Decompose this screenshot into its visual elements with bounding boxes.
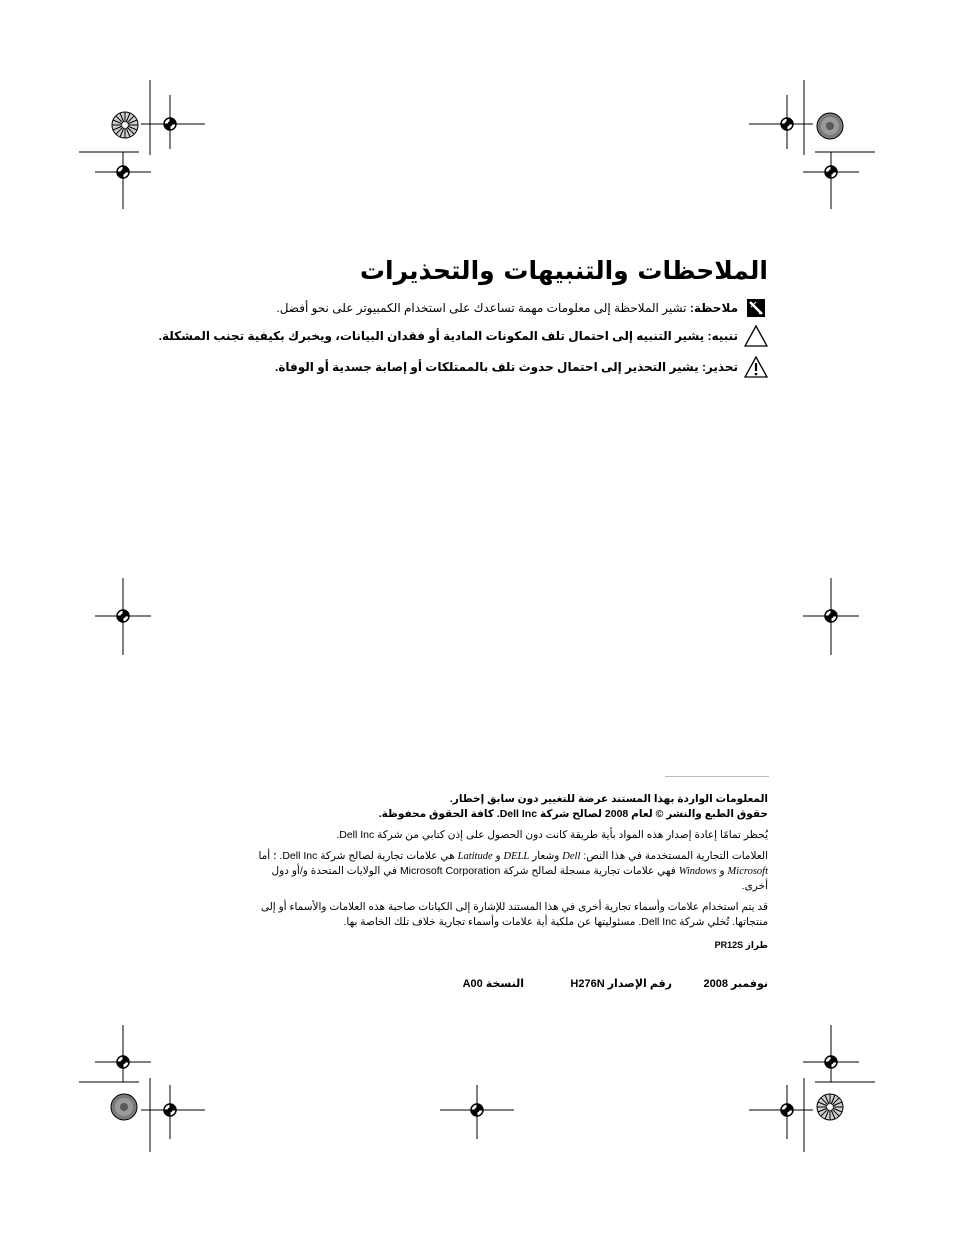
caution-triangle-icon xyxy=(744,324,768,348)
revision-number: النسخة A00 xyxy=(462,978,524,990)
legal-divider xyxy=(665,776,769,777)
note-notice xyxy=(228,296,768,320)
info-change-notice: المعلومات الواردة بهذا المستند عرضة للتغيير دون سابق إخطار. xyxy=(449,793,768,805)
trademarks-and-logo: وشعار xyxy=(532,850,560,862)
trademarks-and-2: و xyxy=(719,865,725,877)
bottom-left-marks xyxy=(79,1025,205,1152)
warning-exclamation-icon xyxy=(744,355,768,379)
trademark-microsoft: Microsoft xyxy=(727,866,768,877)
copyright-line: حقوق الطبع والنشر © لعام 2008 لصالح شركة Dell Inc. كافة الحقوق محفوظة. xyxy=(378,808,768,820)
info-copyright-block xyxy=(248,792,768,822)
model-number: طراز PR12S xyxy=(714,940,768,950)
page-title: الملاحظات والتنبيهات والتحذيرات xyxy=(359,256,768,285)
note-pencil-icon xyxy=(744,296,768,320)
trademark-latitude: Latitude xyxy=(457,851,493,862)
warning-notice xyxy=(228,355,768,379)
caution-notice xyxy=(158,324,768,348)
publication-date: نوفمبر 2008 xyxy=(703,978,768,990)
reproduction-notice: يُحظر تمامًا إعادة إصدار هذه المواد بأية طريقة كانت دون الحصول على إذن كتابي من شركة Dell Inc. xyxy=(336,829,768,841)
trademarks-and: و xyxy=(495,850,501,862)
trademarks-registered: فهي علامات تجارية مسجلة لصالح شركة Microsoft Corporation في الولايات المتحدة و/أو دول أخرى. xyxy=(271,865,768,892)
trademark-dell-logo: DELL xyxy=(503,851,530,862)
trademark-windows: Windows xyxy=(678,866,717,877)
note-text: تشير الملاحظة إلى معلومات مهمة تساعدك على استخدام الكمبيوتر على نحو أفضل. xyxy=(276,301,687,315)
trademarks-intro: العلامات التجارية المستخدمة في هذا النص: xyxy=(583,850,768,862)
caution-label: تنبيه: xyxy=(707,329,738,343)
trademark-dell: Dell xyxy=(562,851,581,862)
trademarks-owner: هي علامات تجارية لصالح شركة Dell Inc. ؛ أما xyxy=(258,850,455,862)
trademarks-paragraph xyxy=(248,849,768,894)
caution-text: يشير التنبيه إلى احتمال تلف المكونات المادية أو فقدان البيانات، ويخبرك بكيفية تجنب المشكلة. xyxy=(158,329,705,343)
other-trademarks-notice: قد يتم استخدام علامات وأسماء تجارية أخرى في هذا المستند للإشارة إلى الكيانات صاحبة هذه العلامات والأسماء أو إلى منتجاتها. تُخلي شركة Dell Inc. مسئوليتها عن ملكية أية علامات وأسماء تجارية خلاف تلك الخاصة بها. xyxy=(260,901,768,928)
note-label: ملاحظة: xyxy=(689,301,738,315)
bottom-right-marks xyxy=(749,1025,875,1152)
top-left-marks xyxy=(79,80,205,209)
top-right-marks xyxy=(749,80,875,209)
part-number: رقم الإصدار H276N xyxy=(570,978,672,990)
warning-label: تحذير: xyxy=(701,360,738,374)
warning-text: يشير التحذير إلى احتمال حدوث تلف بالممتلكات أو إصابة جسدية أو الوفاة. xyxy=(275,360,699,374)
